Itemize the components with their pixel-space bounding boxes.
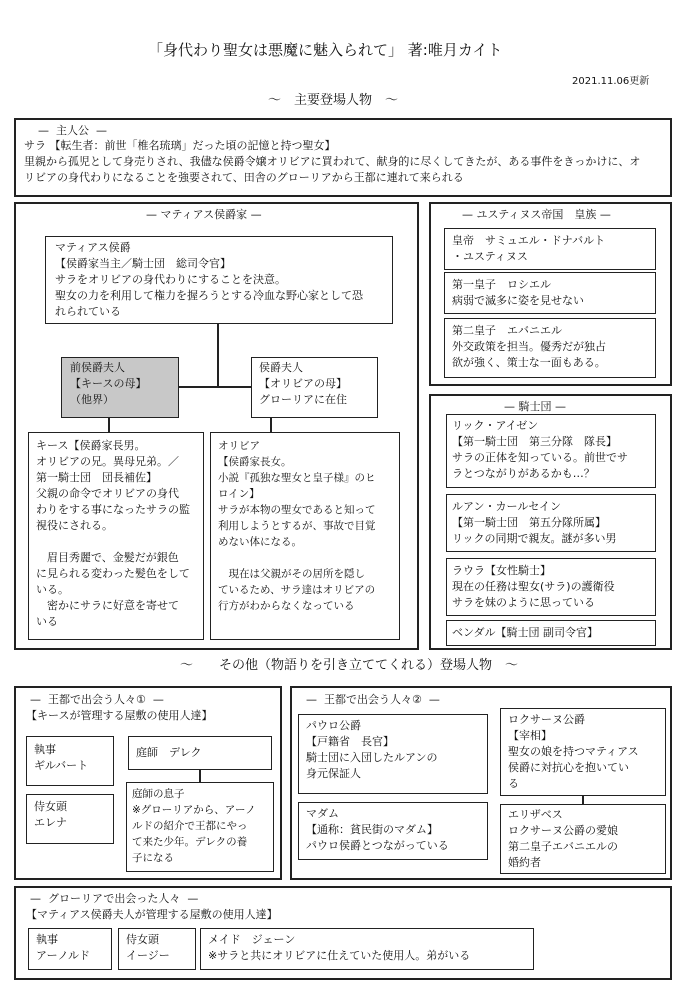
protagonist-description: 里親から孤児として身売りされ、我儘な侯爵令嬢オリビアに買われて、献身的に尽くしてきたが、ある事件をきっかけに、オ リビアの身代わりになることを強要されて、田舎のグローリアから王都に連れて来られる bbox=[24, 155, 641, 184]
bendal-text: ベンダル【騎士団 副司令官】 bbox=[452, 626, 599, 639]
connector-line bbox=[179, 386, 251, 388]
gardener-text: 庭師 デレク bbox=[136, 746, 202, 759]
madam-text: マダム 【通称：貧民街のマダム】 パウロ侯爵とつながっている bbox=[306, 807, 449, 852]
main-characters-heading: 〜 主要登場人物 〜 bbox=[268, 93, 399, 108]
keith-text: キース【侯爵家長男。 オリビアの兄。異母兄弟。／ 第一騎士団 団長補佐】 父親の命令でオリビアの身代 わりをする事になったサラの監 視役にされる。 眉目秀麗で、金髪だが銀色 に見られる変わった髪色をして いる。 密かにサラに好意を寄せて いる bbox=[36, 439, 190, 628]
roxanne-text: ロクサーヌ公爵 【宰相】 聖女の娘を持つマティアス 侯爵に対抗心を抱いてい る bbox=[508, 713, 639, 790]
gloria-subtitle: 【マティアス侯爵夫人が管理する屋敷の使用人達】 bbox=[26, 908, 278, 921]
connector-line bbox=[108, 416, 110, 432]
marquis-text: マティアス侯爵 【侯爵家当主／騎士団 総司令官】 サラをオリビアの身代わりにすることを決意。 聖女の力を利用して権力を握ろうとする冷血な野心家として恐 れられている bbox=[55, 241, 363, 318]
page-title: 「身代わり聖女は悪魔に魅入られて」 著:唯月カイト bbox=[148, 41, 503, 59]
knights-heading: — 騎士団 — bbox=[500, 398, 570, 414]
capital2-heading: — 王都で出会う人々② — bbox=[306, 693, 440, 706]
update-date: 2021.11.06更新 bbox=[572, 76, 650, 87]
prince2-text: 第二皇子 エバニエル 外交政策を担当。優秀だが独占 欲が強く、策士な一面もある。 bbox=[452, 324, 606, 369]
wife-text: 侯爵夫人 【オリビアの母】 グローリアに在住 bbox=[259, 361, 347, 406]
elizabeth-text: エリザベス ロクサーヌ公爵の愛娘 第二皇子エバニエルの 婚約者 bbox=[508, 808, 618, 869]
connector-line bbox=[217, 324, 219, 388]
prince1-text: 第一皇子 ロシエル 病弱で滅多に姿を見せない bbox=[452, 278, 584, 307]
connector-line bbox=[199, 770, 201, 782]
former-wife-text: 前侯爵夫人 【キースの母】 （他界） bbox=[70, 361, 147, 406]
olivia-text: オリビア 【侯爵家長女。 小説『孤独な聖女と皇子様』のヒ ロイン】 サラが本物の聖女であると知って 利用しようとするが、事故で目覚 めない体になる。 現在は父親がその居所を隠し ているため、サラ達はオリビアの 行方がわからなくなっている bbox=[218, 440, 376, 612]
butler-gilbert-text: 執事 ギルバート bbox=[34, 743, 89, 772]
emperor-text: 皇帝 サミュエル・ドナバルト ・ユスティヌス bbox=[452, 234, 606, 263]
protagonist-name: サラ 【転生者：前世「椎名琉璃」だった頃の記憶と持つ聖女】 bbox=[24, 139, 336, 152]
maid-head-elena-text: 侍女頭 エレナ bbox=[34, 800, 67, 829]
luan-text: ルアン・カールセイン 【第一騎士団 第五分隊所属】 リックの同期で親友。謎が多い男 bbox=[452, 500, 617, 545]
laura-text: ラウラ【女性騎士】 現在の任務は聖女(サラ)の護衛役 サラを妹のように思っている bbox=[452, 564, 615, 609]
maid-head-izzy-text: 侍女頭 イージー bbox=[126, 933, 170, 962]
capital1-subtitle: 【キースが管理する屋敷の使用人達】 bbox=[26, 709, 213, 722]
butler-arnold-text: 執事 アーノルド bbox=[36, 933, 91, 962]
protagonist-heading: — 主人公 — bbox=[38, 124, 107, 137]
gloria-heading: — グローリアで出会った人々 — bbox=[30, 892, 199, 905]
gardener-son-text: 庭師の息子 ※グローリアから、アーノ ルドの紹介で王都にやっ て来た少年。デレクの養 子になる bbox=[132, 788, 256, 864]
maid-jane-text: メイド ジェーン ※サラと共にオリビアに仕えていた使用人。弟がいる bbox=[208, 933, 471, 962]
rick-text: リック・アイゼン 【第一騎士団 第三分隊 隊長】 サラの正体を知っている。前世でサ ラとつながりがあるかも…？ bbox=[452, 419, 628, 480]
empire-heading: — ユスティヌス帝国 皇族 — bbox=[458, 206, 615, 222]
paulo-text: パウロ公爵 【戸籍省 長官】 騎士団に入団したルアンの 身元保証人 bbox=[306, 719, 438, 780]
mathias-heading: — マティアス侯爵家 — bbox=[142, 206, 266, 222]
capital1-heading: — 王都で出会う人々① — bbox=[30, 693, 164, 706]
other-characters-heading: 〜 その他（物語りを引き立ててくれる）登場人物 〜 bbox=[180, 658, 519, 673]
